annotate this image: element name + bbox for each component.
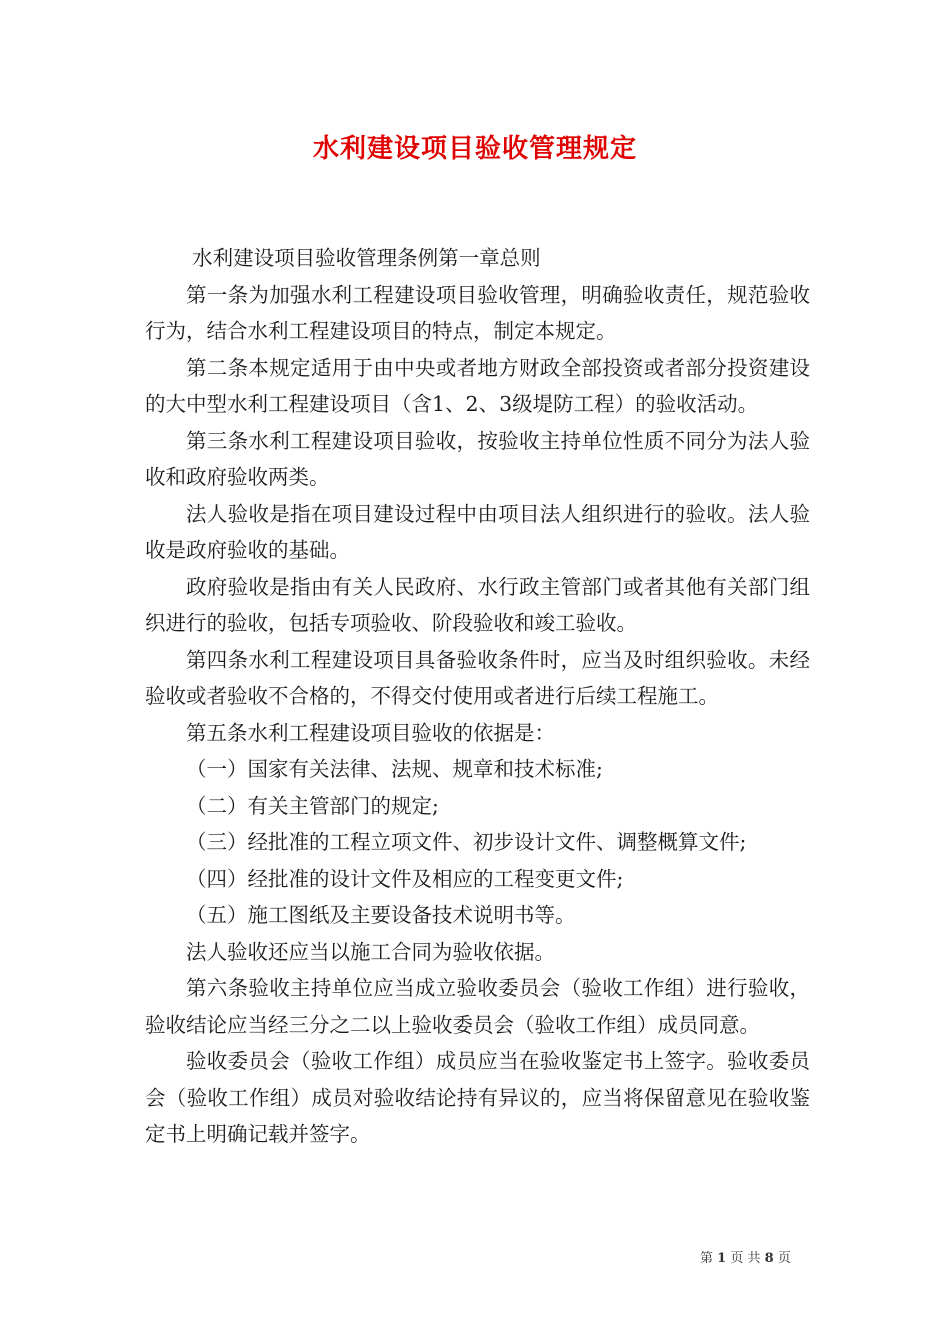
paragraph: 第二条本规定适用于由中央或者地方财政全部投资或者部分投资建设的大中型水利工程建设项目（含1、2、3级堤防工程）的验收活动。 xyxy=(145,355,810,416)
paragraph: 第四条水利工程建设项目具备验收条件时，应当及时组织验收。未经验收或者验收不合格的，不得交付使用或者进行后续工程施工。 xyxy=(145,647,810,708)
footer-prefix: 第 xyxy=(700,1251,714,1266)
chapter-heading: 水利建设项目验收管理条例第一章总则 xyxy=(192,246,541,270)
list-item: （二）有关主管部门的规定; xyxy=(186,793,439,818)
paragraph: 第五条水利工程建设项目验收的依据是： xyxy=(186,720,555,745)
paragraph: 法人验收是指在项目建设过程中由项目法人组织进行的验收。法人验收是政府验收的基础。 xyxy=(145,501,810,562)
list-item: （五）施工图纸及主要设备技术说明书等。 xyxy=(186,903,576,927)
current-page-number: 1 xyxy=(717,1251,727,1266)
footer-middle: 页 共 xyxy=(730,1251,761,1266)
list-item: （四）经批准的设计文件及相应的工程变更文件; xyxy=(186,866,624,891)
paragraph: 验收委员会（验收工作组）成员应当在验收鉴定书上签字。验收委员会（验收工作组）成员对验收结论持有异议的，应当将保留意见在验收鉴定书上明确记载并签字。 xyxy=(145,1049,810,1146)
footer-suffix: 页 xyxy=(777,1251,791,1266)
total-page-count: 8 xyxy=(764,1251,774,1266)
paragraph: 第三条水利工程建设项目验收，按验收主持单位性质不同分为法人验收和政府验收两类。 xyxy=(145,428,810,489)
list-item: （一）国家有关法律、法规、规章和技术标准; xyxy=(186,757,603,781)
paragraph: 政府验收是指由有关人民政府、水行政主管部门或者其他有关部门组织进行的验收，包括专项验收、阶段验收和竣工验收。 xyxy=(145,574,810,635)
paragraph: 法人验收还应当以施工合同为验收依据。 xyxy=(186,939,555,964)
paragraph: 第六条验收主持单位应当成立验收委员会（验收工作组）进行验收，验收结论应当经三分之二以上验收委员会（验收工作组）成员同意。 xyxy=(145,976,810,1037)
document-title: 水利建设项目验收管理规定 xyxy=(312,134,637,164)
page-number-footer xyxy=(700,1247,820,1266)
document-body xyxy=(145,240,810,1153)
paragraph: 第一条为加强水利工程建设项目验收管理，明确验收责任，规范验收行为，结合水利工程建设项目的特点，制定本规定。 xyxy=(145,282,810,343)
list-item: （三）经批准的工程立项文件、初步设计文件、调整概算文件; xyxy=(186,830,747,854)
